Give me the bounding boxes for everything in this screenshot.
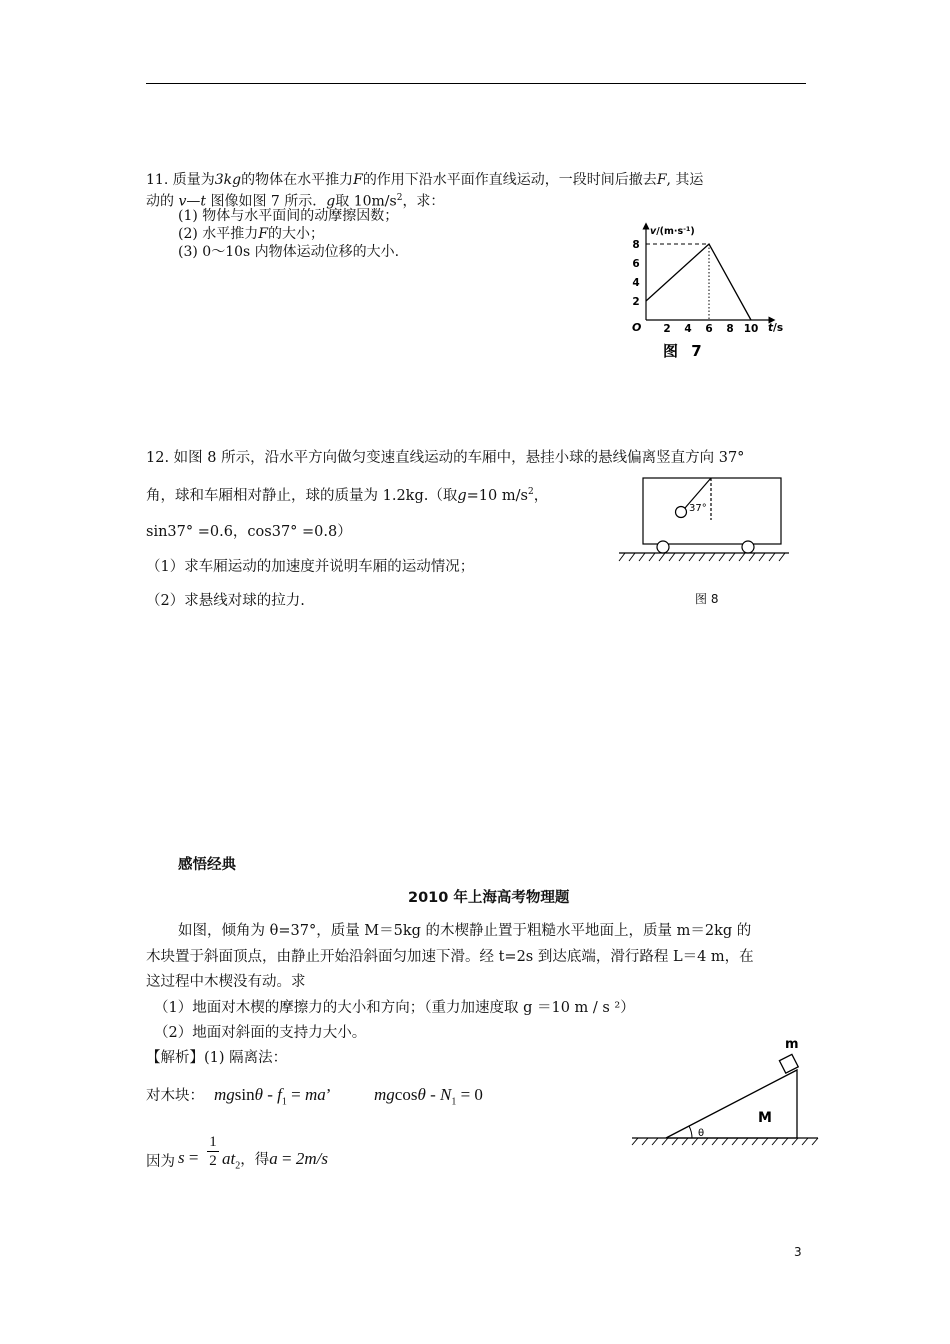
x-tick-label: 2 <box>663 323 671 335</box>
q11-item2: (2) 水平推力F的大小； <box>178 226 324 242</box>
q11-item1: (1) 物体与水平面间的动摩擦因数； <box>178 208 399 224</box>
q11-line2: 动的 v—t 图像如图 7 所示．g取 $10m/s^2$，求： <box>146 193 445 210</box>
y-tick-label: 8 <box>632 239 640 251</box>
series-line-v <box>646 244 751 320</box>
section-para-line3: 这过程中木楔没有动。求 <box>146 974 306 990</box>
q11-line1: 11. 质量为3kg的物体在水平推力F的作用下沿水平面作直线运动，一段时间后撤去F, 其运 <box>146 172 704 188</box>
y-tick-label: 4 <box>632 277 640 289</box>
equation-1: mgsinθ - $f_1$ = ma’ <box>214 1085 332 1108</box>
y-tick-label: 2 <box>632 296 640 308</box>
y-tick-label: 6 <box>632 258 640 270</box>
x-tick-label: 6 <box>705 323 713 335</box>
section-item2: （2）地面对斜面的支持力大小。 <box>154 1025 367 1041</box>
ball <box>676 507 687 518</box>
page-number: 3 <box>794 1245 802 1259</box>
section-para-line2: 木块置于斜面顶点，由静止开始沿斜面匀加速下滑。经 t=2s 到达底端，滑行路程 L＝4 m，在 <box>146 949 754 965</box>
x-tick-label: 8 <box>726 323 734 335</box>
car-body <box>643 478 781 544</box>
y-tick-labels <box>632 239 639 308</box>
equation-3-rhs: $at_2$，得a = 2m/s <box>222 1149 328 1172</box>
y-axis-label: $v/(m\cdot s^{-1})$ <box>650 225 695 237</box>
ground-hatching <box>632 1138 818 1145</box>
figure7-caption: 图 7 <box>663 342 706 360</box>
q11-item3: (3) 0～10s 内物体运动位移的大小. <box>178 244 400 260</box>
fraction-half: 1 2 <box>207 1133 219 1170</box>
section-heading: 感悟经典 <box>178 857 236 873</box>
figure8-car-diagram <box>615 470 795 570</box>
header-rule <box>146 83 806 84</box>
because-label: 因为 <box>146 1154 175 1170</box>
theta-label: θ <box>698 1128 705 1139</box>
figure8-caption: 图 8 <box>695 592 719 606</box>
x-tick-labels <box>663 323 758 335</box>
x-axis-label: t/s <box>768 322 784 334</box>
q12-item1: （1）求车厢运动的加速度并说明车厢的运动情况； <box>146 559 475 575</box>
ground-hatching <box>619 553 785 561</box>
angle-label: 37° <box>689 503 707 514</box>
x-tick-label: 10 <box>743 323 759 335</box>
x-tick-label: 4 <box>684 323 692 335</box>
wedge-diagram <box>630 1030 820 1155</box>
q12-item2: （2）求悬线对球的拉力. <box>146 593 305 609</box>
q12-line3: sin37° =0.6，cos37° =0.8） <box>146 524 352 540</box>
section-item1: （1）地面对木楔的摩擦力的大小和方向；（重力加速度取 g ＝10 m / s ²） <box>154 1000 635 1016</box>
wedge-M-label: M <box>758 1110 772 1126</box>
block-label: 对木块： <box>146 1088 204 1104</box>
equation-3-lhs: s = <box>178 1148 199 1167</box>
section-title: 2010 年上海高考物理题 <box>408 890 570 906</box>
section-para-line1: 如图，倾角为 θ=37°，质量 M＝5kg 的木楔静止置于粗糙水平地面上，质量 m＝2kg 的 <box>178 923 752 939</box>
wedge-M <box>666 1070 797 1138</box>
analysis-label: 【解析】(1) 隔离法： <box>146 1050 288 1066</box>
wheel-right <box>742 541 754 553</box>
q12-line2: 角，球和车厢相对静止，球的质量为 1.2kg.（取g=10 $m/s^2$， <box>146 487 549 504</box>
figure7-vt-graph <box>620 222 795 364</box>
q12-line1: 12. 如图 8 所示，沿水平方向做匀变速直线运动的车厢中，悬挂小球的悬线偏离竖直方向 37° <box>146 450 745 466</box>
origin-label: O <box>632 321 642 334</box>
equation-2: $mgcos\theta - N_1 = 0$ <box>374 1085 483 1108</box>
wheel-left <box>657 541 669 553</box>
block-m-label: m <box>785 1037 799 1052</box>
